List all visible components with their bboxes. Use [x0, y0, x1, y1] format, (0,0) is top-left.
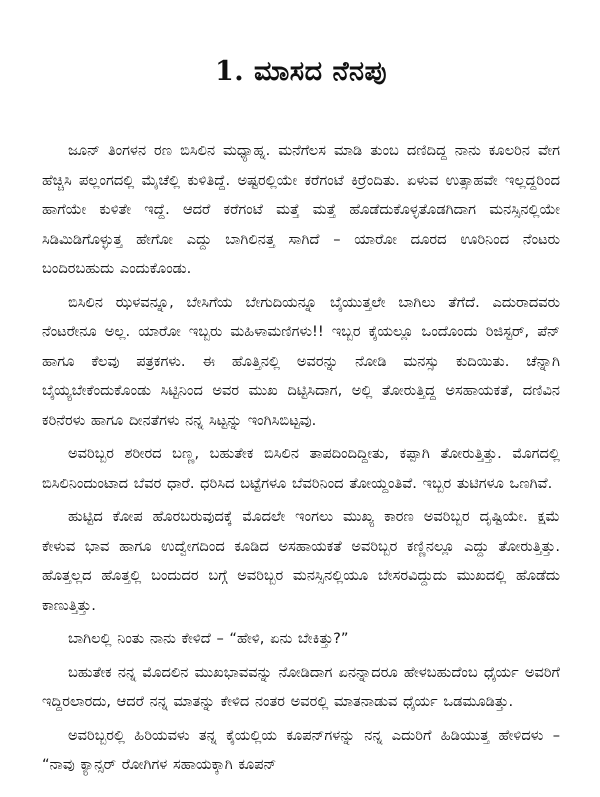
paragraph: ಜೂನ್ ತಿಂಗಳನ ರಣ ಬಿಸಿಲಿನ ಮಧ್ಯಾಹ್ನ. ಮನೆಗೆಲಸ ಮಾಡಿ ತುಂಬ ದಣಿದಿದ್ದ ನಾನು ಕೂಲರಿನ ವೇಗ ಹೆಚ್ಚಿಸಿ ಪಲ್ಲಂಗದಲ್ಲಿ ಮೈಚೆಲ್ಲಿ ಕುಳಿತಿದ್ದೆ. ಅಷ್ಟರಲ್ಲಿಯೇ ಕರೆಗಂಟೆ ಕಿರ್ರೆಂದಿತು. ಏಳುವ ಉತ್ಸಾಹವೇ ಇಲ್ಲದ್ದರಿಂದ ಹಾಗೆಯೇ ಕುಳಿತೇ ಇದ್ದೆ. ಆದರೆ ಕರೆಗಂಟೆ ಮತ್ತೆ ಮತ್ತೆ ಹೊಡೆದುಕೊಳ್ಳತೊಡಗಿದಾಗ ಮನಸ್ಸಿನಲ್ಲಿಯೇ ಸಿಡಿಮಿಡಿಗೊಳ್ಳುತ್ತ ಹೇಗೋ ಎದ್ದು ಬಾಗಿಲಿನತ್ತ ಸಾಗಿದೆ – ಯಾರೋ ದೂರದ ಊರಿನಿಂದ ನೆಂಟರು ಬಂದಿರಬಹುದು ಎಂದುಕೊಂಡು.	[42, 142, 560, 277]
paragraph: ಬಹುತೇಕ ನನ್ನ ಮೊದಲಿನ ಮುಖಭಾವವನ್ನು ನೋಡಿದಾಗ ಏನನ್ನಾದರೂ ಹೇಳಬಹುದೆಂಬ ಧೈರ್ಯ ಅವರಿಗೆ ಇದ್ದಿರಲಾರದು, ಆದರೆ ನನ್ನ ಮಾತನ್ನು ಕೇಳಿದ ನಂತರ ಅವರಲ್ಲಿ ಮಾತನಾಡುವ ಧೈರ್ಯ ಒಡಮೂಡಿತ್ತು.	[42, 663, 560, 710]
paragraph: ಹುಟ್ಟಿದ ಕೋಪ ಹೊರಬರುವುದಕ್ಕೆ ಮೊದಲೇ ಇಂಗಲು ಮುಖ್ಯ ಕಾರಣ ಅವರಿಬ್ಬರ ದೃಷ್ಟಿಯೇ. ಕ್ಷಮೆ ಕೇಳುವ ಭಾವ ಹಾಗೂ ಉದ್ವೇಗದಿಂದ ಕೂಡಿದ ಅಸಹಾಯಕತೆ ಅವರಿಬ್ಬರ ಕಣ್ಣಿನಲ್ಲೂ ಎದ್ದು ತೋರುತ್ತಿತ್ತು. ಹೊತ್ತಲ್ಲದ ಹೊತ್ತಲ್ಲಿ ಬಂದುದರ ಬಗ್ಗೆ ಅವರಿಬ್ಬರ ಮನಸ್ಸಿನಲ್ಲಿಯೂ ಬೇಸರವಿದ್ದುದು ಮುಖದಲ್ಲಿ ಹೊಡೆದು ಕಾಣುತ್ತಿತ್ತು.	[42, 508, 560, 614]
paragraph: ಅವರಿಬ್ಬರ ಶರೀರದ ಬಣ್ಣ, ಬಹುತೇಕ ಬಿಸಿಲಿನ ತಾಪದಿಂದಿದ್ದೀತು, ಕಪ್ಪಾಗಿ ತೋರುತ್ತಿತ್ತು. ಮೊಗದಲ್ಲಿ ಬಿಸಿಲಿನಿಂದುಂಟಾದ ಬೆವರ ಧಾರೆ. ಧರಿಸಿದ ಬಟ್ಟೆಗಳೂ ಬೆವರಿನಿಂದ ತೋಯ್ದಂತಿವೆ. ಇಬ್ಬರ ತುಟಿಗಳೂ ಒಣಗಿವೆ.	[42, 445, 560, 492]
paragraph: ಬಾಗಿಲಲ್ಲಿ ನಿಂತು ನಾನು ಕೇಳಿದೆ – “ಹೇಳಿ, ಏನು ಬೇಕಿತ್ತು?”	[68, 630, 349, 647]
paragraph: ಬಿಸಿಲಿನ ಝಳವನ್ನೂ, ಬೇಸಿಗೆಯ ಬೇಗುದಿಯನ್ನೂ ಬೈಯುತ್ತಲೇ ಬಾಗಿಲು ತೆಗೆದೆ. ಎದುರಾದವರು ನೆಂಟರೇನೂ ಅಲ್ಲ. ಯಾರೋ ಇಬ್ಬರು ಮಹಿಳಾಮಣಿಗಳು!! ಇಬ್ಬರ ಕೈಯಲ್ಲೂ ಒಂದೊಂದು ರಿಜಿಸ್ಟರ್, ಪೆನ್ ಹಾಗೂ ಕೆಲವು ಪತ್ರಕಗಳು. ಈ ಹೊತ್ತಿನಲ್ಲಿ ಅವರನ್ನು ನೋಡಿ ಮನಸ್ಸು ಕುದಿಯಿತು. ಚೆನ್ನಾಗಿ ಬೈಯ್ಯಬೇಕೆಂದುಕೊಂಡು ಸಿಟ್ಟಿನಿಂದ ಅವರ ಮುಖ ದಿಟ್ಟಿಸಿದಾಗ, ಅಲ್ಲಿ ತೋರುತ್ತಿದ್ದ ಅಸಹಾಯಕತೆ, ದಣಿವಿನ ಕರಿನೆರಳು ಹಾಗೂ ದೀನತೆಗಳು ನನ್ನ ಸಿಟ್ಟನ್ನು ಇಂಗಿಸಿಬಿಟ್ಟವು.	[42, 293, 560, 429]
chapter-title: 1. ಮಾಸದ ನೆನಪು	[214, 56, 388, 87]
chapter-body	[42, 136, 560, 780]
paragraph: ಅವರಿಬ್ಬರಲ್ಲಿ ಹಿರಿಯವಳು ತನ್ನ ಕೈಯಲ್ಲಿಯ ಕೂಪನ್‌ಗಳನ್ನು ನನ್ನ ಎದುರಿಗೆ ಹಿಡಿಯುತ್ತ ಹೇಳಿದಳು – “ನಾವು ಕ್ಯಾನ್ಸರ್ ರೋಗಿಗಳ ಸಹಾಯಕ್ಕಾಗಿ ಕೂಪನ್	[42, 726, 560, 773]
